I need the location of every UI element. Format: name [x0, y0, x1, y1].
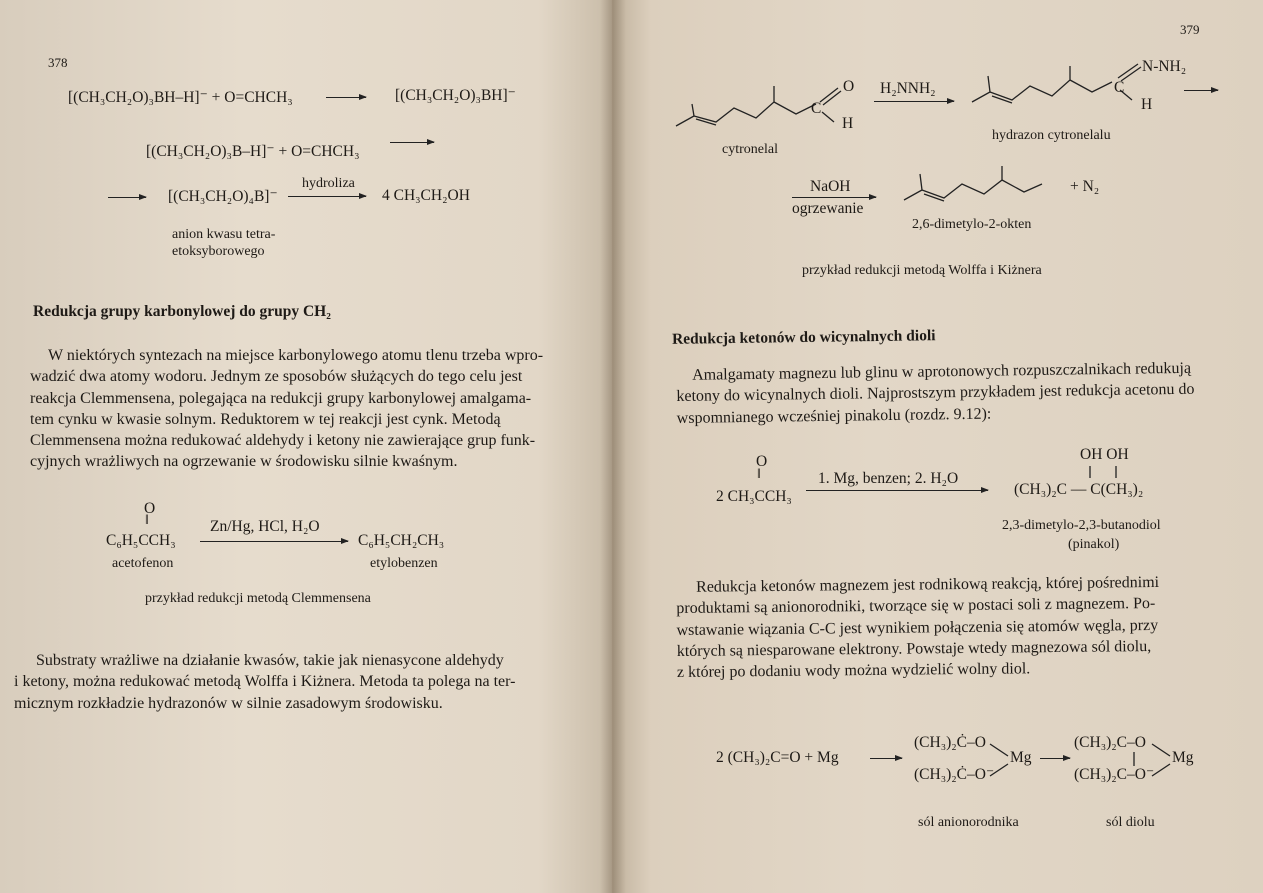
hydroliza-arrow	[288, 196, 366, 197]
book-gutter	[600, 0, 626, 893]
hydrazone-arrow-out	[1184, 90, 1218, 91]
etylobenzen-label: etylobenzen	[370, 556, 438, 571]
clemmensen-product: C₆H₅CH₂CH₃	[358, 532, 445, 549]
citronellal-c: C	[811, 100, 822, 117]
paragraph-pinacol-intro	[676, 357, 1237, 429]
section-heading-left: Redukcja grupy karbonylowej do grupy CH₂	[33, 303, 331, 320]
mg-arrow-2	[1040, 758, 1070, 759]
reaction1-product: [(CH₃CH₂O)₃BH]⁻	[395, 87, 516, 104]
text-line: Redukcja ketonów magnezem jest rodnikową reakcją, której pośrednimi	[696, 573, 1160, 596]
text-line: produktami są anionorodniki, tworzące się w postaci soli z magnezem. Po-	[676, 595, 1156, 618]
text-line: Clemmensena można redukować aldehydy i ketony nie zawierające grup funk-	[30, 432, 536, 450]
mg-bonds-1	[988, 736, 1018, 780]
reaction2-reactant: [(CH₃CH₂O)₃B–H]⁻ + O=CHCH₃	[146, 143, 360, 160]
text-line: których są niesparowane elektrony. Powstaje wtedy magnezowa sól diolu,	[676, 637, 1152, 660]
hydroliza-label: hydroliza	[302, 176, 355, 191]
text-line: reakcja Clemmensena, polegająca na redukcji grupy karbonylowej amalgama-	[30, 389, 532, 407]
naoh-label: NaOH	[810, 178, 851, 195]
reaction3-arrow-in	[108, 197, 146, 198]
clemmensen-reactant: C₆H₅CCH₃	[106, 532, 176, 549]
pinacol-product-name: 2,3-dimetylo-2,3-butanodiol	[1002, 518, 1161, 533]
clemmensen-reagents: Zn/Hg, HCl, H₂O	[210, 518, 320, 535]
text-line: tem cynku w kwasie solnym. Reduktorem w tej reakcji jest cynk. Metodą	[30, 410, 501, 428]
clemmensen-caption: przykład redukcji metodą Clemmensena	[145, 591, 371, 606]
paragraph-clemmensen	[30, 345, 550, 473]
hydrazine-arrow	[874, 101, 954, 102]
clemmensen-double-bond: ‖	[145, 513, 149, 528]
salt-bottom: (CH₃)₂C–O⁻	[1074, 766, 1155, 783]
mg-arrow-1	[870, 758, 902, 759]
right-page	[612, 0, 1263, 893]
wolff-caption: przykład redukcji metodą Wolffa i Kiżnera	[802, 263, 1042, 278]
naoh-arrow	[792, 197, 876, 198]
hydrazone-c: C	[1114, 79, 1125, 96]
pinacol-arrow	[806, 490, 988, 491]
citronellal-h: H	[842, 115, 854, 132]
mg-label-2: Mg	[1172, 749, 1194, 766]
citronellal-structure	[672, 78, 855, 138]
pinacol-oh: OH OH	[1080, 446, 1129, 463]
text-line: i ketony, można redukować metodą Wolffa i Kiżnera. Metoda ta polega na ter-	[14, 673, 516, 691]
hydrazone-h: H	[1141, 96, 1153, 113]
text-line: ketony do wicynalnych dioli. Najprostszym przykładem jest redukcja acetonu do	[676, 381, 1195, 406]
octene-label: 2,6-dimetylo-2-okten	[912, 217, 1032, 232]
reaction2-arrow	[390, 142, 434, 143]
pinacol-alias: (pinakol)	[1068, 537, 1120, 552]
diol-salt-caption: sól diolu	[1106, 815, 1155, 830]
paragraph-radical	[676, 571, 1237, 683]
radical-top: (CH₃)₂Ċ–O	[914, 734, 986, 751]
pinacol-o: O	[756, 453, 768, 470]
mg-bonds-2	[1150, 736, 1180, 780]
hydrazone-label: hydrazon cytronelalu	[992, 128, 1111, 143]
text-line: micznym rozkładzie hydrazonów w silnie zasadowym środowisku.	[14, 694, 443, 712]
pinacol-reagents: 1. Mg, benzen; 2. H₂O	[818, 470, 959, 487]
reaction1-arrow	[326, 97, 366, 98]
anion-caption-2: etoksyborowego	[172, 244, 265, 259]
salt-top: (CH₃)₂C–O	[1074, 734, 1146, 751]
text-line: z której po dodaniu wody można wydzielić wolny diol.	[676, 660, 1031, 682]
acetofenon-label: acetofenon	[112, 556, 174, 571]
anion-caption-1: anion kwasu tetra-	[172, 227, 276, 242]
text-line: wadzić dwa atomy wodoru. Jednym ze sposobów służących do tego celu jest	[30, 368, 523, 386]
page-number-left: 378	[48, 55, 68, 70]
paragraph-wolff-intro	[14, 650, 546, 714]
mg-reactants: 2 (CH₃)₂C=O + Mg	[716, 749, 839, 766]
radical-salt-caption: sól anionorodnika	[918, 815, 1019, 830]
hydrazine-label: H₂NNH₂	[880, 80, 936, 97]
radical-bottom: (CH₃)₂Ċ–O⁻	[914, 766, 995, 783]
reaction3-product: 4 CH₃CH₂OH	[382, 187, 470, 204]
text-line: Amalgamaty magnezu lub glinu w aprotonowych rozpuszczalnikach redukują	[692, 359, 1192, 384]
clemmensen-arrow	[200, 541, 348, 542]
cytronelal-label: cytronelal	[722, 142, 778, 157]
text-line: W niektórych syntezach na miejsce karbonylowego atomu tlenu trzeba wpro-	[48, 347, 544, 364]
text-line: cyjnych wrażliwych na ogrzewanie w środowisku silnie kwaśnym.	[30, 453, 458, 471]
left-page	[0, 0, 612, 893]
pinacol-product: (CH₃)₂C — C(CH₃)₂	[1014, 481, 1144, 498]
citronellal-o: O	[843, 78, 855, 95]
ogrzewanie-label: ogrzewanie	[792, 200, 864, 217]
pinacol-reactant: 2 CH₃CCH₃	[716, 488, 792, 505]
section-heading-right: Redukcja ketonów do wicynalnych dioli	[671, 327, 936, 348]
hydrazone-n: N-NH₂	[1142, 58, 1187, 75]
mg-label-1: Mg	[1010, 749, 1032, 766]
page-number-right: 379	[1180, 22, 1200, 37]
reaction1-reactant: [(CH₃CH₂O)₃BH–H]⁻ + O=CHCH₃	[68, 89, 293, 106]
n2-byproduct: + N₂	[1070, 178, 1100, 195]
text-line: Substraty wrażliwe na działanie kwasów, takie jak nienasycone aldehydy	[36, 652, 504, 669]
reaction3-intermediate: [(CH₃CH₂O)₄B]⁻	[168, 188, 278, 205]
octene-structure	[902, 166, 1072, 216]
text-line: wstawanie wiązania C-C jest wynikiem połączenia się atomów węgla, przy	[676, 616, 1159, 639]
pinacol-double-bond: ‖	[757, 467, 761, 482]
text-line: wspomnianego wcześniej pinakolu (rozdz. 9.12):	[676, 405, 992, 427]
clemmensen-o: O	[144, 500, 156, 517]
